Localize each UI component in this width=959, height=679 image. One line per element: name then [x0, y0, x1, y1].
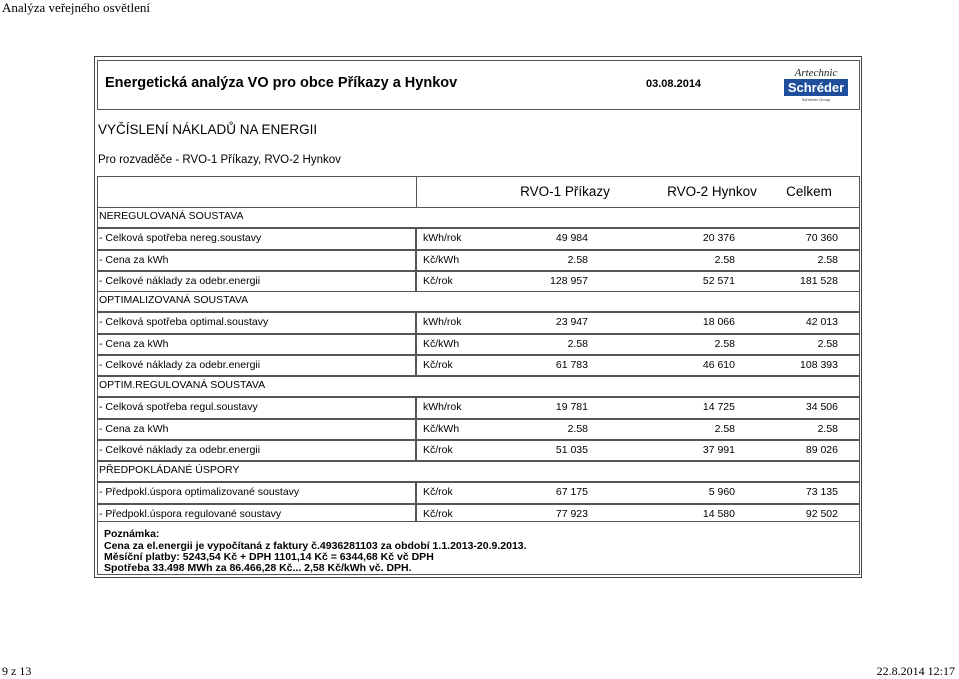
row-value: 2.58 — [817, 337, 838, 350]
row-label: - Cena za kWh — [99, 337, 169, 350]
section-title: VYČÍSLENÍ NÁKLADŮ NA ENERGII — [98, 122, 318, 137]
row-label: - Celkové náklady za odebr.energii — [99, 443, 261, 456]
note-line: Spotřeba 33.498 MWh za 86.466,28 Kč... 2,58 Kč/kWh vč. DPH. — [104, 562, 412, 574]
row-value: 67 175 — [555, 486, 588, 499]
row-value: 2.58 — [817, 253, 838, 266]
row-unit: Kč/rok — [423, 507, 453, 520]
footer-datetime: 22.8.2014 12:17 — [876, 664, 955, 678]
row-unit: kWh/rok — [423, 316, 462, 329]
row-value: 2.58 — [714, 422, 735, 435]
row-value: 20 376 — [702, 232, 735, 245]
row-unit: Kč/kWh — [423, 337, 460, 350]
section-heading: NEREGULOVANÁ SOUSTAVA — [99, 210, 244, 222]
row-label: - Cena za kWh — [99, 253, 169, 266]
row-value: 5 960 — [708, 486, 735, 499]
report-date: 03.08.2014 — [646, 78, 702, 90]
subtitle: Pro rozvaděče - RVO-1 Příkazy, RVO-2 Hynkov — [98, 154, 341, 166]
row-unit: kWh/rok — [423, 401, 462, 414]
row-value: 92 502 — [805, 507, 838, 520]
section-heading: OPTIM.REGULOVANÁ SOUSTAVA — [99, 379, 266, 391]
row-value: 2.58 — [567, 337, 588, 350]
row-value: 23 947 — [555, 316, 588, 329]
row-value: 2.58 — [817, 422, 838, 435]
column-header: RVO-1 Příkazy — [520, 184, 610, 199]
row-value: 14 725 — [702, 401, 735, 414]
row-value: 108 393 — [800, 358, 838, 371]
row-value: 70 360 — [805, 232, 838, 245]
row-label: - Cena za kWh — [99, 422, 169, 435]
svg-text:Schréder: Schréder — [787, 80, 845, 95]
row-unit: kWh/rok — [423, 232, 462, 245]
section-heading: OPTIMALIZOVANÁ SOUSTAVA — [99, 294, 249, 306]
row-value: 37 991 — [702, 443, 735, 456]
notes-heading: Poznámka: — [104, 528, 160, 540]
report-title: Energetická analýza VO pro obce Příkazy a Hynkov — [105, 75, 458, 91]
row-value: 52 571 — [702, 274, 735, 287]
column-header: Celkem — [786, 184, 832, 199]
row-value: 46 610 — [702, 358, 735, 371]
browser-title: Analýza veřejného osvětlení — [2, 0, 150, 15]
svg-text:Schréder Group: Schréder Group — [801, 97, 831, 102]
footer-page-number: 9 z 13 — [2, 664, 32, 678]
row-value: 49 984 — [555, 232, 588, 245]
row-value: 42 013 — [805, 316, 838, 329]
row-unit: Kč/rok — [423, 274, 453, 287]
row-label: - Předpokl.úspora regulované soustavy — [99, 507, 282, 520]
schreder-logo — [781, 64, 851, 102]
column-header: RVO-2 Hynkov — [667, 184, 757, 199]
row-value: 18 066 — [702, 316, 735, 329]
row-value: 61 783 — [555, 358, 588, 371]
section-heading: PŘEDPOKLÁDANÉ ÚSPORY — [99, 464, 240, 476]
row-value: 2.58 — [714, 253, 735, 266]
row-unit: Kč/kWh — [423, 422, 460, 435]
row-value: 34 506 — [805, 401, 838, 414]
row-label: - Celková spotřeba optimal.soustavy — [99, 316, 269, 329]
row-value: 89 026 — [805, 443, 838, 456]
row-value: 181 528 — [800, 274, 838, 287]
row-label: - Celkové náklady za odebr.energii — [99, 274, 261, 287]
row-label: - Celková spotřeba nereg.soustavy — [99, 232, 262, 245]
row-unit: Kč/rok — [423, 486, 453, 499]
row-value: 77 923 — [555, 507, 588, 520]
row-label: - Celková spotřeba regul.soustavy — [99, 401, 258, 414]
row-value: 2.58 — [567, 253, 588, 266]
row-unit: Kč/rok — [423, 443, 453, 456]
row-value: 51 035 — [555, 443, 588, 456]
row-label: - Celkové náklady za odebr.energii — [99, 358, 261, 371]
note-line: Cena za el.energii je vypočítaná z faktury č.4936281103 za období 1.1.2013-20.9.2013. — [104, 540, 527, 552]
row-value: 128 957 — [550, 274, 588, 287]
row-value: 14 580 — [702, 507, 735, 520]
row-label: - Předpokl.úspora optimalizované soustavy — [99, 486, 300, 499]
row-value: 2.58 — [714, 337, 735, 350]
row-value: 19 781 — [555, 401, 588, 414]
svg-text:Artechnic: Artechnic — [794, 67, 838, 79]
row-value: 2.58 — [567, 422, 588, 435]
row-unit: Kč/kWh — [423, 253, 460, 266]
row-unit: Kč/rok — [423, 358, 453, 371]
note-line: Měsíční platby: 5243,54 Kč + DPH 1101,14 Kč = 6344,68 Kč vč DPH — [104, 551, 434, 563]
row-value: 73 135 — [805, 486, 838, 499]
